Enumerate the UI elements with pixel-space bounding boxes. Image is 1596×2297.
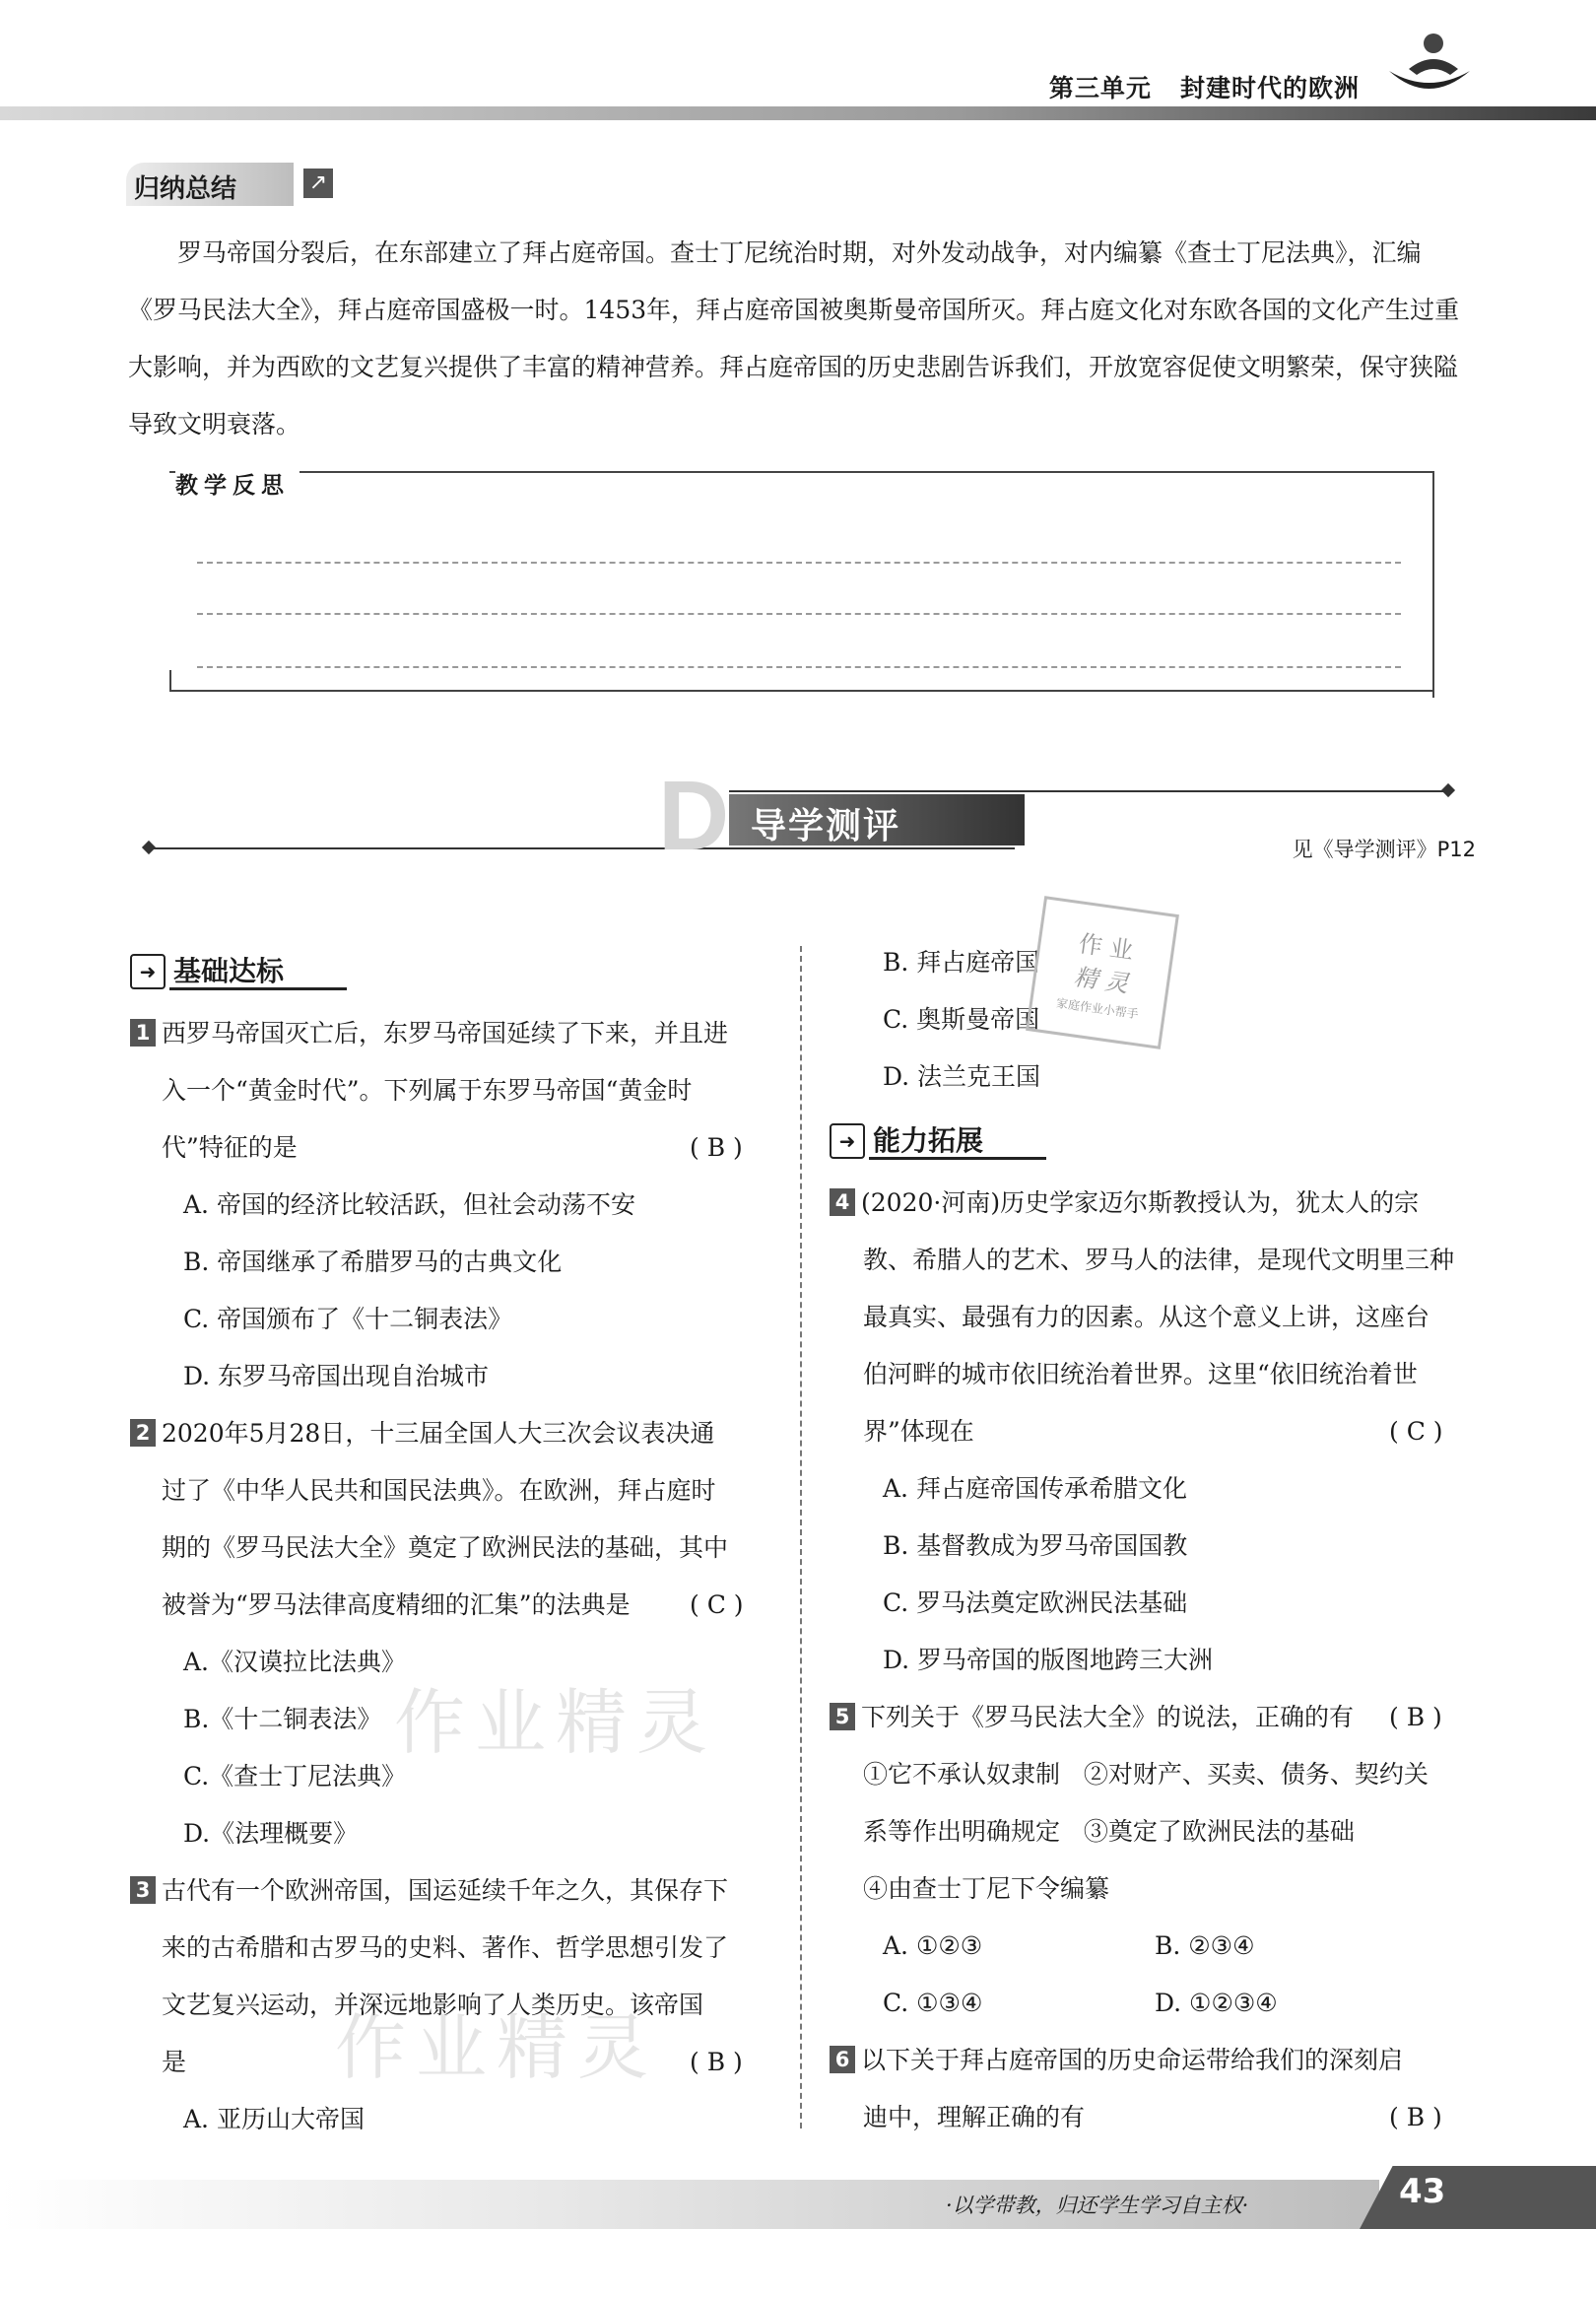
question-text-line: (2020·河南)历史学家迈尔斯教授认为，犹太人的宗 [861,1188,1420,1217]
summary-tag [126,163,328,206]
question-text-line: 迪中，理解正确的有 [863,2103,1086,2131]
option-b[interactable]: B.《十二铜表法》 [183,1705,382,1733]
stamp-line-3: 家庭作业小帮手 [1055,995,1140,1022]
option-b[interactable]: B. 帝国继承了希腊罗马的古典文化 [183,1248,563,1276]
heading-advanced-label: 能力拓展 [873,1124,984,1157]
question-2 [130,1405,780,1462]
question-text-line: 教、希腊人的艺术、罗马人的法律，是现代文明里三种 [863,1246,1455,1274]
question-text-line: 被誉为“罗马法律高度精细的汇集”的法典是 [162,1590,631,1619]
reflection-line[interactable] [197,562,1401,564]
heading-underline [169,987,347,990]
heading-underline [869,1157,1046,1160]
question-text-line: 系等作出明确规定 ③奠定了欧洲民法的基础 [863,1817,1355,1846]
answer-blank[interactable]: ( B ) [690,2048,743,2076]
option-c[interactable]: C. 帝国颁布了《十二铜表法》 [183,1305,513,1333]
page-number: 43 [1399,2172,1446,2211]
reflection-line[interactable] [197,613,1401,615]
option-d[interactable]: D. ①②③④ [1155,1989,1278,2017]
question-text-line: 文艺复兴运动，并深远地影响了人类历史。该帝国 [162,1991,704,2019]
banner-rule [729,790,1448,792]
question-number: 4 [830,1188,855,1216]
answer-blank[interactable]: ( B ) [690,1133,743,1162]
reflection-line[interactable] [197,666,1401,668]
arrow-right-icon: ➜ [830,1123,865,1159]
reflection-box [169,471,1434,698]
option-a[interactable]: A. ①②③ [883,1931,983,1960]
heading-basic-label: 基础达标 [173,955,285,987]
answer-blank[interactable]: ( B ) [1389,1703,1442,1731]
question-text-line: ①它不承认奴隶制 ②对财产、买卖、债务、契约关 [863,1760,1429,1789]
option-c[interactable]: C.《查士丁尼法典》 [183,1762,407,1790]
question-text-line: 西罗马帝国灭亡后，东罗马帝国延续了下来，并且进 [162,1019,729,1047]
footer-slogan: ·以学带教，归还学生学习自主权· [946,2194,1249,2217]
question-1 [130,1005,780,1062]
question-text-line: 来的古希腊和古罗马的史料、著作、哲学思想引发了 [162,1933,729,1962]
question-text-line: 最真实、最强有力的因素。从这个意义上讲，这座台 [863,1303,1430,1331]
watermark-text: 作业精灵 [394,1681,718,1764]
answer-blank[interactable]: ( C ) [690,1590,744,1619]
watermark-text: 作业精灵 [335,2006,659,2089]
option-d[interactable]: D. 法兰克王国 [883,1062,1041,1091]
option-c[interactable]: C. 奥斯曼帝国 [883,1005,1040,1034]
question-text-line: 2020年5月28日，十三届全国人大三次会议表决通 [162,1419,715,1448]
reflection-label: 教学反思 [175,467,299,500]
question-number: 1 [130,1019,156,1047]
arrow-icon: ↗ [303,169,333,198]
page-number-tab [1360,2166,1596,2229]
diamond-icon [1441,783,1455,797]
stamp-line-2: 精 灵 [1072,963,1131,998]
option-a[interactable]: A. 帝国的经济比较活跃，但社会动荡不安 [183,1190,635,1219]
reflection-box-bottom [169,690,1432,692]
option-d[interactable]: D. 罗马帝国的版图地跨三大洲 [883,1646,1214,1674]
heading-advanced [830,1117,1046,1163]
option-b[interactable]: B. ②③④ [1155,1931,1255,1960]
question-text-line: 过了《中华人民共和国民法典》。在欧洲，拜占庭时 [162,1476,716,1505]
question-text-line: 古代有一个欧洲帝国，国运延续千年之久，其保存下 [162,1876,729,1905]
question-text-line: 是 [162,2048,187,2076]
question-text-line: 入一个“黄金时代”。下列属于东罗马帝国“黄金时 [162,1076,693,1105]
question-3 [130,1862,780,1920]
question-6 [830,2032,1490,2089]
question-5 [830,1689,1381,1746]
heading-basic [130,948,347,993]
summary-paragraph: 罗马帝国分裂后，在东部建立了拜占庭帝国。查士丁尼统治时期，对外发动战争，对内编纂《查士丁尼法典》，汇编《罗马民法大全》，拜占庭帝国盛极一时。1453年，拜占庭帝国被奥斯曼帝国所灭。拜占庭文化对东欧各国的文化产生过重大影响，并为西欧的文艺复兴提供了丰富的精神营养。拜占庭帝国的历史悲剧告诉我们，开放宽容促使文明繁荣，保守狭隘导致文明衰落。 [128,238,1460,439]
arrow-right-icon: ➜ [130,954,166,989]
question-text-line: 下列关于《罗马民法大全》的说法，正确的有 [861,1703,1355,1731]
option-c[interactable]: C. 罗马法奠定欧洲民法基础 [883,1588,1188,1617]
question-number: 2 [130,1419,156,1447]
question-number: 6 [830,2046,855,2073]
unit-title: 第三单元 封建时代的欧洲 [1048,74,1360,102]
stamp-line-1: 作 业 [1077,929,1136,965]
option-b[interactable]: B. 拜占庭帝国 [883,948,1040,977]
question-text-line: 伯河畔的城市依旧统治着世界。这里“依旧统治着世 [863,1360,1418,1388]
question-number: 5 [830,1703,855,1730]
option-a[interactable]: A.《汉谟拉比法典》 [183,1648,407,1676]
section-letter: D [658,761,730,871]
reading-student-logo-icon [1379,30,1478,108]
homework-stamp [1026,896,1179,1049]
header-bar [0,106,1596,120]
question-number: 3 [130,1876,156,1904]
option-c[interactable]: C. ①③④ [883,1989,983,2017]
answer-blank[interactable]: ( C ) [1389,1417,1443,1446]
answer-blank[interactable]: ( B ) [1389,2103,1442,2131]
option-b[interactable]: B. 基督教成为罗马帝国国教 [883,1531,1188,1560]
question-text-line: ④由查士丁尼下令编纂 [863,1874,1110,1903]
question-text-line: 以下关于拜占庭帝国的历史命运带给我们的深刻启 [861,2046,1404,2074]
question-text-line: 期的《罗马民法大全》奠定了欧洲民法的基础，其中 [162,1533,729,1562]
diamond-icon [142,841,156,854]
option-d[interactable]: D. 东罗马帝国出现自治城市 [183,1362,490,1390]
reflection-box-left [169,670,171,692]
section-title: 导学测评 [751,806,901,846]
option-d[interactable]: D.《法理概要》 [183,1819,359,1848]
section-reference: 见《导学测评》P12 [1292,838,1476,861]
column-divider [800,946,802,2128]
option-a[interactable]: A. 拜占庭帝国传承希腊文化 [883,1474,1187,1503]
question-text-line: 界”体现在 [863,1417,974,1446]
question-4 [830,1175,1490,1232]
option-a[interactable]: A. 亚历山大帝国 [183,2105,365,2133]
summary-tag-label: 归纳总结 [134,174,237,204]
question-text-line: 代”特征的是 [162,1133,298,1162]
